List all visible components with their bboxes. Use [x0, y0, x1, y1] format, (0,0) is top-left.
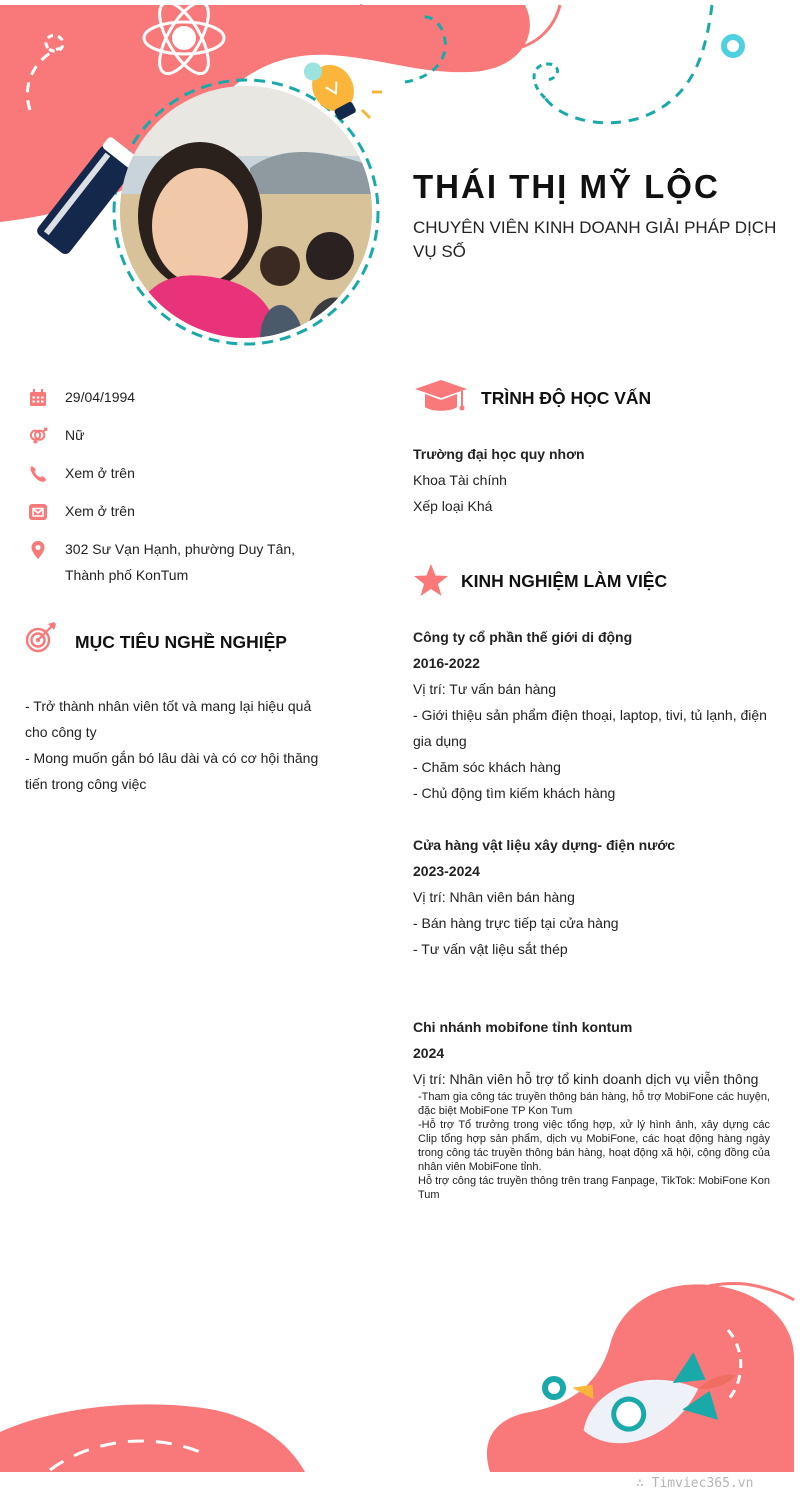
teal-ring-bottom: [545, 1379, 563, 1397]
education-heading: TRÌNH ĐỘ HỌC VẤN: [481, 388, 652, 408]
job-company: Chi nhánh mobifone tỉnh kontum: [413, 1019, 633, 1035]
education-body: [413, 441, 585, 519]
lightbulb-ray-2: [362, 110, 370, 118]
bottom-left-coral: [0, 1404, 305, 1472]
job-line: gia dụng: [413, 733, 467, 749]
graduation-cap-icon: [413, 378, 469, 416]
job-line: - Tư vấn vật liệu sắt thép: [413, 941, 568, 957]
job-3: [413, 1014, 758, 1092]
job-2: [413, 832, 675, 962]
teal-ring: [724, 37, 742, 55]
job-company: Công ty cổ phần thế giới di động: [413, 629, 633, 645]
calendar-icon: [28, 388, 48, 408]
bottom-right-coral: [487, 1284, 794, 1472]
job-period: 2024: [413, 1045, 445, 1061]
job-line: - Chăm sóc khách hàng: [413, 759, 561, 775]
phone-icon: [28, 464, 48, 484]
birthday-value: 29/04/1994: [65, 389, 136, 405]
site-watermark: ∴ Timviec365.vn: [636, 1476, 754, 1491]
career-goal-body: [25, 693, 318, 797]
career-goal-line: tiến trong công việc: [25, 776, 147, 792]
phone-value: Xem ở trên: [65, 465, 135, 481]
job-detail-line: Hỗ trợ công tác truyền thông trên trang Fanpage, TikTok: MobiFone Kon Tum: [418, 1175, 770, 1201]
job-period: 2016-2022: [413, 655, 480, 671]
location-pin-icon: [28, 540, 48, 560]
job-line: Vị trí: Nhân viên bán hàng: [413, 889, 575, 905]
career-goal-line: - Mong muốn gắn bó lâu dài và có cơ hội thăng: [25, 750, 319, 766]
candidate-name: THÁI THỊ MỸ LỘC: [413, 168, 720, 205]
address-line-2: Thành phố KonTum: [65, 567, 189, 583]
candidate-title: CHUYÊN VIÊN KINH DOANH GIẢI PHÁP DỊCH VỤ SỐ: [413, 218, 777, 261]
experience-heading: KINH NGHIỆM LÀM VIỆC: [461, 571, 668, 591]
email-value: Xem ở trên: [65, 503, 135, 519]
gender-icon: [28, 426, 48, 446]
job-line: - Bán hàng trực tiếp tại cửa hàng: [413, 915, 619, 931]
job-detail-line: -Hỗ trợ Tổ trưởng trong việc tổng hợp, xử lý hình ảnh, xây dựng các Clip tổng hợp sản phẩm, dịch vụ MobiFone, các hoạt động hàng ngày trong công tác truyền thông bán hàng, hoạt động xã hội, cộng đồng của nhân viên MobiFone tỉnh.: [418, 1119, 770, 1173]
address-line-1: 302 Sư Vạn Hạnh, phường Duy Tân,: [65, 541, 296, 557]
education-grade: Xếp loại Khá: [413, 498, 493, 514]
job-line: - Chủ động tìm kiếm khách hàng: [413, 785, 616, 801]
job-line: - Giới thiệu sản phẩm điện thoại, laptop, tivi, tủ lạnh, điện: [413, 707, 767, 723]
career-goal-line: cho công ty: [25, 724, 97, 740]
teal-dash-loop: [534, 64, 557, 98]
career-goal-heading: MỤC TIÊU NGHỀ NGHIỆP: [75, 632, 287, 652]
job-3-details: [418, 1090, 770, 1202]
target-icon: [24, 620, 58, 654]
education-school: Trường đại học quy nhơn: [413, 446, 585, 462]
career-goal-line: - Trở thành nhân viên tốt và mang lại hiệu quả: [25, 698, 312, 714]
education-faculty: Khoa Tài chính: [413, 472, 507, 488]
job-line: Vị trí: Tư vấn bán hàng: [413, 681, 556, 697]
profile-photo: [120, 86, 372, 338]
email-icon: [28, 502, 48, 522]
job-period: 2023-2024: [413, 863, 480, 879]
job-detail-line: -Tham gia công tác truyền thông bán hàng, hỗ trợ MobiFone các huyện, đặc biệt MobiFone TP Kon Tum: [418, 1091, 770, 1117]
gender-value: Nữ: [65, 427, 85, 443]
teal-dash-curve: [545, 5, 712, 123]
star-icon: [413, 563, 449, 597]
job-1: [413, 624, 767, 806]
job-position: Vị trí: Nhân viên hỗ trợ tổ kinh doanh dịch vụ viễn thông: [413, 1071, 759, 1087]
job-company: Cửa hàng vật liệu xây dựng- điện nước: [413, 837, 676, 853]
